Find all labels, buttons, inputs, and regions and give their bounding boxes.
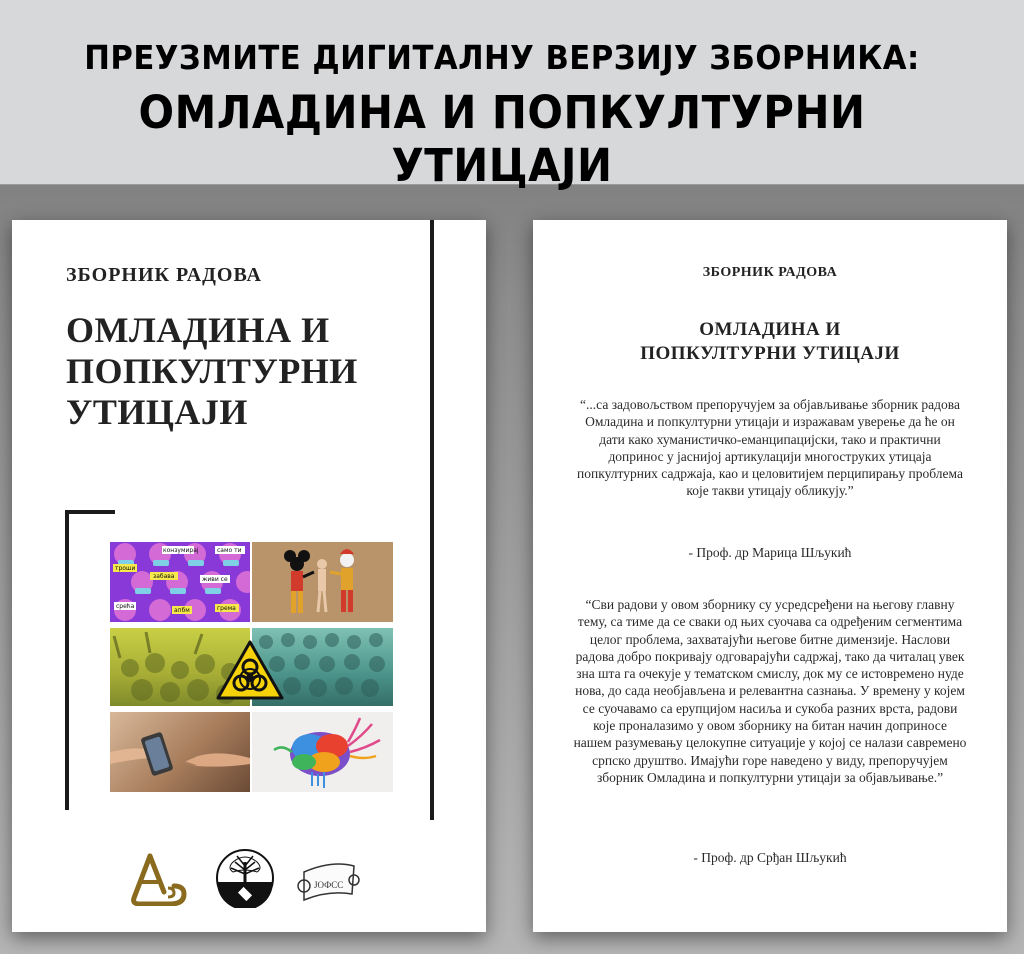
cover-title-line: УТИЦАЈИ (66, 392, 248, 432)
cover-title (66, 310, 426, 433)
collage-rainbow-brain (252, 712, 393, 792)
collage-word: грема (217, 605, 236, 612)
banner-book-title: ОМЛАДИНА И ПОПКУЛТУРНИ УТИЦАЈИ (138, 86, 866, 192)
review-signature-2: - Проф. др Срђан Шљукић (693, 850, 847, 865)
cover-bracket-horizontal (65, 510, 115, 514)
back-collection-label: ЗБОРНИК РАДОВА (702, 265, 838, 280)
collage-word: апбм (174, 607, 190, 614)
collage-word: живи се (202, 576, 228, 583)
collage-consumerism-pattern (110, 542, 250, 622)
back-title-line: ОМЛАДИНА И (699, 319, 841, 340)
cover-title-line: ПОПКУЛТУРНИ (66, 351, 358, 391)
collage-word: забава (153, 573, 175, 580)
review-signature-1: - Проф. др Марица Шљукић (688, 545, 852, 560)
scroll-logo-text: ЈОФСС (314, 880, 344, 890)
cover-title-line: ОМЛАДИНА И (66, 310, 330, 350)
collage-word: само ти (217, 547, 242, 554)
collage-cartoon-figures (252, 542, 393, 622)
review-quote-1: “...са задовољством препоручујем за објављивање зборник радова Омладина и попкултурни утицаји и изражавам уверење да ће он дати како хуманистичко-еманципацијски, тако и практични допринос у јаснијој артикулацији многоструких утицаја попкултурних садржаја, као и целовитијем перципирању проблема које такви утицају обликују.” (577, 397, 963, 499)
back-cover[interactable] (533, 220, 1007, 932)
cover-image-collage (110, 542, 393, 792)
book-a-logo-icon (128, 852, 190, 906)
collage-word: конзумирај (163, 547, 199, 554)
back-title (533, 318, 1007, 366)
front-cover[interactable] (12, 220, 486, 932)
back-title-line: ПОПКУЛТУРНИ УТИЦАЈИ (640, 343, 900, 364)
collage-word: троши (115, 565, 136, 572)
cover-collection-label: ЗБОРНИК РАДОВА (66, 264, 262, 286)
banner-call-to-action: ПРЕУЗМИТЕ ДИГИТАЛНУ ВЕРЗИЈУ ЗБОРНИКА: (84, 38, 920, 77)
cover-bracket-vertical (65, 510, 69, 810)
review-quote-2: “Сви радови у овом зборнику су усредсређени на његову главну тему, са тиме да се сваки од њих суочава са одређеним сегментима целог проблема, захватајући његове битне димензије. Наслови радова добро покривају одговарајући садржај, тако да читалац увек зна шта га очекује у тематском смислу, док му се истовремено нуде нова, до сада необјављена и релевантна сазнања. У времену у којем се суочавамо са ерупцијом насиља и сукоба разних врста, радови које проналазимо у овом зборнику на битан начин доприносе нашем разумевању целокупне ситуације у којој се налази савремено српско друштво. Имајући горе наведено у виду, препоручујем зборник Омладина и попкултурни утицаји за објављивање.” (573, 597, 967, 785)
collage-hands-phone (110, 712, 250, 792)
tree-seal-logo-icon (215, 848, 275, 908)
cover-vertical-rule (430, 220, 434, 820)
biohazard-icon (216, 640, 284, 700)
scroll-logo-icon (294, 856, 360, 906)
download-banner (0, 0, 1024, 192)
collage-word: срећа (116, 603, 135, 610)
